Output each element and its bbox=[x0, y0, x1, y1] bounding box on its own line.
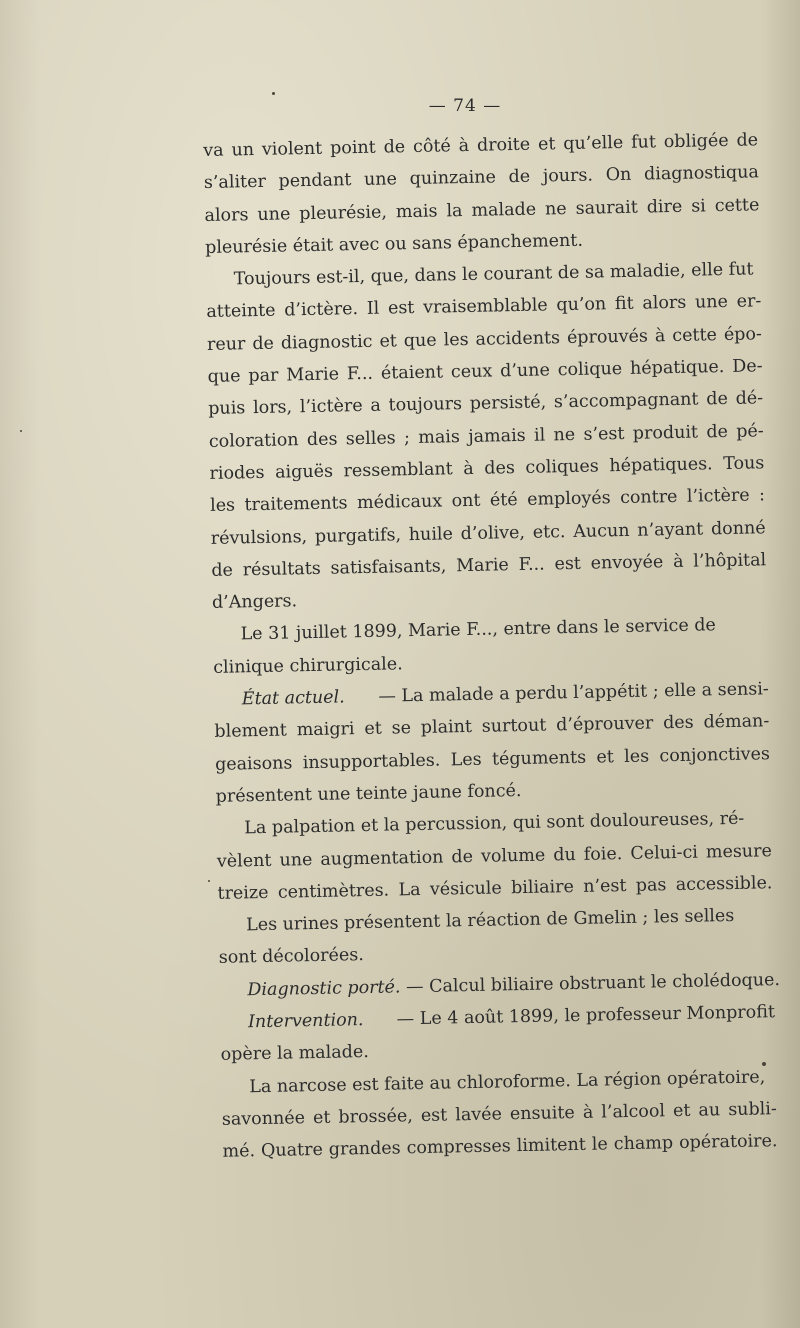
word: F... bbox=[518, 554, 545, 575]
word: cette bbox=[714, 194, 760, 216]
word: révulsions, bbox=[210, 526, 308, 549]
word: hépatique. bbox=[629, 357, 725, 379]
word: traitements bbox=[244, 493, 348, 516]
word: limitent bbox=[516, 1135, 587, 1157]
word: grandes bbox=[328, 1138, 401, 1160]
word: colique bbox=[557, 359, 623, 381]
word: et bbox=[596, 746, 615, 768]
word: champ bbox=[613, 1133, 674, 1155]
word: fit bbox=[614, 294, 634, 315]
word: jours. bbox=[542, 165, 594, 187]
word: persisté, bbox=[469, 392, 547, 415]
word: De- bbox=[732, 356, 763, 377]
word: s’est bbox=[583, 423, 625, 445]
word: à bbox=[582, 1102, 594, 1123]
word: dé- bbox=[735, 388, 764, 410]
word: Tous bbox=[723, 453, 765, 475]
word: saurait bbox=[575, 197, 638, 219]
line-text: Toujours est-il, que, dans le courant de sa maladie, elle fut bbox=[233, 259, 754, 290]
word: lors, bbox=[252, 397, 293, 419]
page-number: — 74 — bbox=[428, 96, 502, 116]
word: Il bbox=[366, 299, 380, 320]
word: selles bbox=[345, 428, 396, 449]
word: a bbox=[370, 396, 381, 417]
line-text: — Calcul biliaire obstruant le cholédoque. bbox=[400, 969, 781, 998]
word: des bbox=[662, 713, 694, 734]
word: F... bbox=[346, 363, 374, 385]
word: de bbox=[383, 137, 406, 158]
word: à bbox=[463, 458, 474, 480]
line-text: d’Angers. bbox=[211, 591, 298, 614]
word: médicaux bbox=[356, 491, 443, 514]
word: atteinte bbox=[206, 301, 276, 323]
section-lead: État actuel. bbox=[241, 687, 345, 710]
word: à bbox=[458, 135, 470, 157]
word: donné bbox=[710, 517, 766, 539]
word: produit bbox=[632, 422, 699, 444]
word: ne bbox=[544, 198, 567, 220]
word: coliques bbox=[525, 456, 599, 478]
word: jamais bbox=[468, 425, 526, 447]
word: subli- bbox=[728, 1099, 777, 1121]
word: et bbox=[537, 134, 556, 155]
word: vraisemblable bbox=[422, 295, 548, 319]
word: fut bbox=[630, 132, 657, 153]
word: au bbox=[698, 1100, 721, 1121]
line-text: clinique chirurgicale. bbox=[213, 654, 403, 678]
print-speck bbox=[762, 1062, 766, 1066]
body-text bbox=[203, 124, 781, 1168]
word: déman- bbox=[703, 711, 770, 733]
word: vèlent bbox=[216, 850, 272, 872]
word: surtout bbox=[481, 715, 547, 738]
word: une bbox=[257, 203, 291, 225]
word: biliaire bbox=[510, 876, 575, 899]
word: de bbox=[252, 333, 275, 354]
word: les bbox=[623, 746, 650, 767]
word: alors bbox=[642, 293, 687, 315]
word: Marie bbox=[455, 555, 509, 577]
word: Les bbox=[450, 749, 482, 770]
word: l’ictère bbox=[299, 396, 363, 418]
word: à bbox=[654, 325, 666, 347]
word: opératoire. bbox=[678, 1131, 778, 1154]
word: etc. bbox=[532, 521, 566, 543]
line-text: sont décolorées. bbox=[218, 945, 365, 969]
line-text: La narcose est faite au chloroforme. La région opératoire, bbox=[249, 1066, 766, 1097]
word: mé. bbox=[222, 1141, 256, 1163]
word: d’olive, bbox=[460, 522, 526, 544]
word: savonnée bbox=[221, 1108, 306, 1130]
word: blement bbox=[214, 720, 288, 743]
line-text: présentent une teinte jaune foncé. bbox=[215, 780, 522, 807]
word: et bbox=[312, 1107, 331, 1128]
word: violent bbox=[261, 138, 323, 160]
word: plaint bbox=[420, 717, 473, 739]
word: reur bbox=[206, 334, 246, 355]
word: envoyée bbox=[590, 552, 664, 574]
word: du bbox=[553, 844, 576, 865]
word: obligée bbox=[663, 130, 729, 153]
word: toujours bbox=[388, 394, 463, 416]
word: Aucun bbox=[573, 520, 630, 542]
line-text: Le 31 juillet 1899, Marie F..., entre dans le service de bbox=[240, 615, 717, 645]
word: est bbox=[420, 1105, 448, 1126]
print-speck bbox=[20, 430, 22, 432]
line-text: La palpation et la percussion, qui sont douloureuses, ré- bbox=[244, 808, 745, 839]
word: une bbox=[363, 169, 398, 191]
word: par bbox=[248, 365, 279, 387]
word: se bbox=[391, 718, 412, 739]
print-speck bbox=[208, 880, 210, 882]
word: ; bbox=[403, 427, 411, 448]
word: éprouvés bbox=[566, 326, 649, 348]
word: s’accompagnant bbox=[553, 389, 699, 413]
word: dire bbox=[646, 196, 683, 218]
word: pas bbox=[635, 875, 667, 896]
line-text: opère la malade. bbox=[220, 1042, 369, 1066]
word: contre bbox=[619, 487, 678, 509]
word: l’ictère bbox=[686, 485, 750, 508]
word: accidents bbox=[475, 327, 561, 350]
word: de bbox=[211, 560, 234, 581]
word: augmentation bbox=[320, 847, 444, 870]
word: ont bbox=[451, 491, 481, 512]
word: n’ayant bbox=[637, 519, 704, 541]
word: étaient bbox=[380, 362, 444, 384]
word: Celui-ci bbox=[630, 842, 699, 864]
word: foie. bbox=[583, 843, 623, 865]
print-speck bbox=[272, 92, 275, 95]
section-lead: Intervention. bbox=[247, 1010, 364, 1033]
word: de bbox=[706, 389, 729, 410]
word: de bbox=[451, 846, 474, 867]
word: à bbox=[672, 551, 684, 572]
word: lavée bbox=[455, 1104, 503, 1126]
word: téguments bbox=[491, 747, 587, 770]
word: les bbox=[209, 495, 236, 517]
word: les bbox=[443, 329, 469, 351]
word: puis bbox=[208, 398, 246, 420]
word: purgatifs, bbox=[314, 524, 402, 547]
word: et bbox=[379, 331, 398, 352]
word: côté bbox=[412, 136, 452, 157]
word: La bbox=[398, 879, 421, 901]
word: centimètres. bbox=[277, 880, 390, 903]
word: volume bbox=[480, 845, 546, 867]
word: satisfaisants, bbox=[330, 556, 447, 579]
line-text: — Le 4 août 1899, le professeur Monprofit bbox=[390, 1002, 776, 1030]
word: pleurésie, bbox=[299, 202, 388, 224]
word: alors bbox=[204, 204, 249, 226]
word: de bbox=[706, 421, 729, 443]
word: accessible. bbox=[675, 873, 773, 895]
word: l’hôpital bbox=[693, 550, 767, 572]
word: aiguës bbox=[274, 461, 334, 483]
word: des bbox=[306, 429, 338, 450]
word: quinzaine bbox=[409, 167, 497, 190]
word: est bbox=[387, 298, 415, 319]
section-lead: Diagnostic porté. bbox=[247, 977, 401, 1001]
word: pé- bbox=[736, 420, 764, 442]
word: des bbox=[484, 458, 516, 479]
word: diagnostiqua bbox=[643, 162, 760, 185]
word: la bbox=[446, 200, 463, 221]
word: il bbox=[533, 425, 546, 446]
word: mesure bbox=[705, 840, 773, 863]
word: va bbox=[203, 140, 224, 161]
word: coloration bbox=[208, 429, 299, 452]
word: l’alcool bbox=[601, 1101, 666, 1123]
word: s’aliter bbox=[203, 172, 267, 194]
word: insupportables. bbox=[302, 750, 441, 773]
word: Marie bbox=[286, 364, 340, 386]
word: ensuite bbox=[509, 1102, 575, 1125]
line-text: pleurésie était avec ou sans épanchement. bbox=[204, 230, 584, 258]
line-text: Les urines présentent la réaction de Gmelin ; les selles bbox=[245, 906, 735, 936]
word: que bbox=[207, 366, 241, 388]
word: si bbox=[691, 195, 706, 217]
word: On bbox=[605, 165, 632, 186]
word: une bbox=[279, 849, 313, 871]
word: et bbox=[364, 719, 382, 740]
word: mais bbox=[418, 426, 461, 448]
word: huile bbox=[408, 523, 454, 545]
word: hépatiques. bbox=[609, 454, 713, 477]
word: riodes bbox=[209, 462, 265, 484]
word: est bbox=[554, 553, 582, 575]
word: brossée, bbox=[338, 1106, 413, 1128]
word: ne bbox=[553, 424, 576, 445]
word: épo- bbox=[723, 324, 763, 345]
word: un bbox=[231, 140, 255, 161]
word: point bbox=[329, 137, 376, 159]
word: droite bbox=[476, 134, 531, 156]
word: maigri bbox=[296, 719, 355, 741]
word: été bbox=[489, 490, 518, 511]
word: ceux bbox=[450, 361, 493, 383]
word: qu’on bbox=[556, 294, 607, 316]
word: compresses bbox=[406, 1136, 511, 1159]
word: de bbox=[508, 167, 531, 188]
word: geaisons bbox=[214, 753, 293, 775]
word: qu’elle bbox=[563, 132, 624, 155]
word: diagnostic bbox=[280, 331, 373, 354]
word: d’éprouver bbox=[555, 713, 654, 736]
word: employés bbox=[526, 488, 611, 511]
word: malade bbox=[471, 199, 537, 221]
word: treize bbox=[217, 882, 269, 904]
word: cette bbox=[672, 324, 718, 346]
word: une bbox=[694, 292, 729, 314]
word: vésicule bbox=[429, 878, 502, 900]
word: le bbox=[591, 1134, 608, 1155]
word: d’une bbox=[499, 360, 551, 382]
word: mais bbox=[395, 201, 438, 222]
word: et bbox=[672, 1100, 691, 1122]
word: ressemblant bbox=[343, 459, 453, 482]
word: : bbox=[758, 485, 766, 506]
word: er- bbox=[736, 291, 762, 313]
word: Quatre bbox=[260, 1140, 324, 1162]
word: n’est bbox=[583, 875, 627, 897]
word: de bbox=[736, 130, 759, 151]
line-text: — La malade a perdu l’appétit ; elle a sensi- bbox=[372, 679, 769, 707]
word: que bbox=[403, 330, 437, 351]
word: d’ictère. bbox=[284, 299, 359, 321]
word: pendant bbox=[278, 170, 352, 192]
word: résultats bbox=[242, 558, 321, 581]
word: conjonctives bbox=[659, 743, 771, 766]
